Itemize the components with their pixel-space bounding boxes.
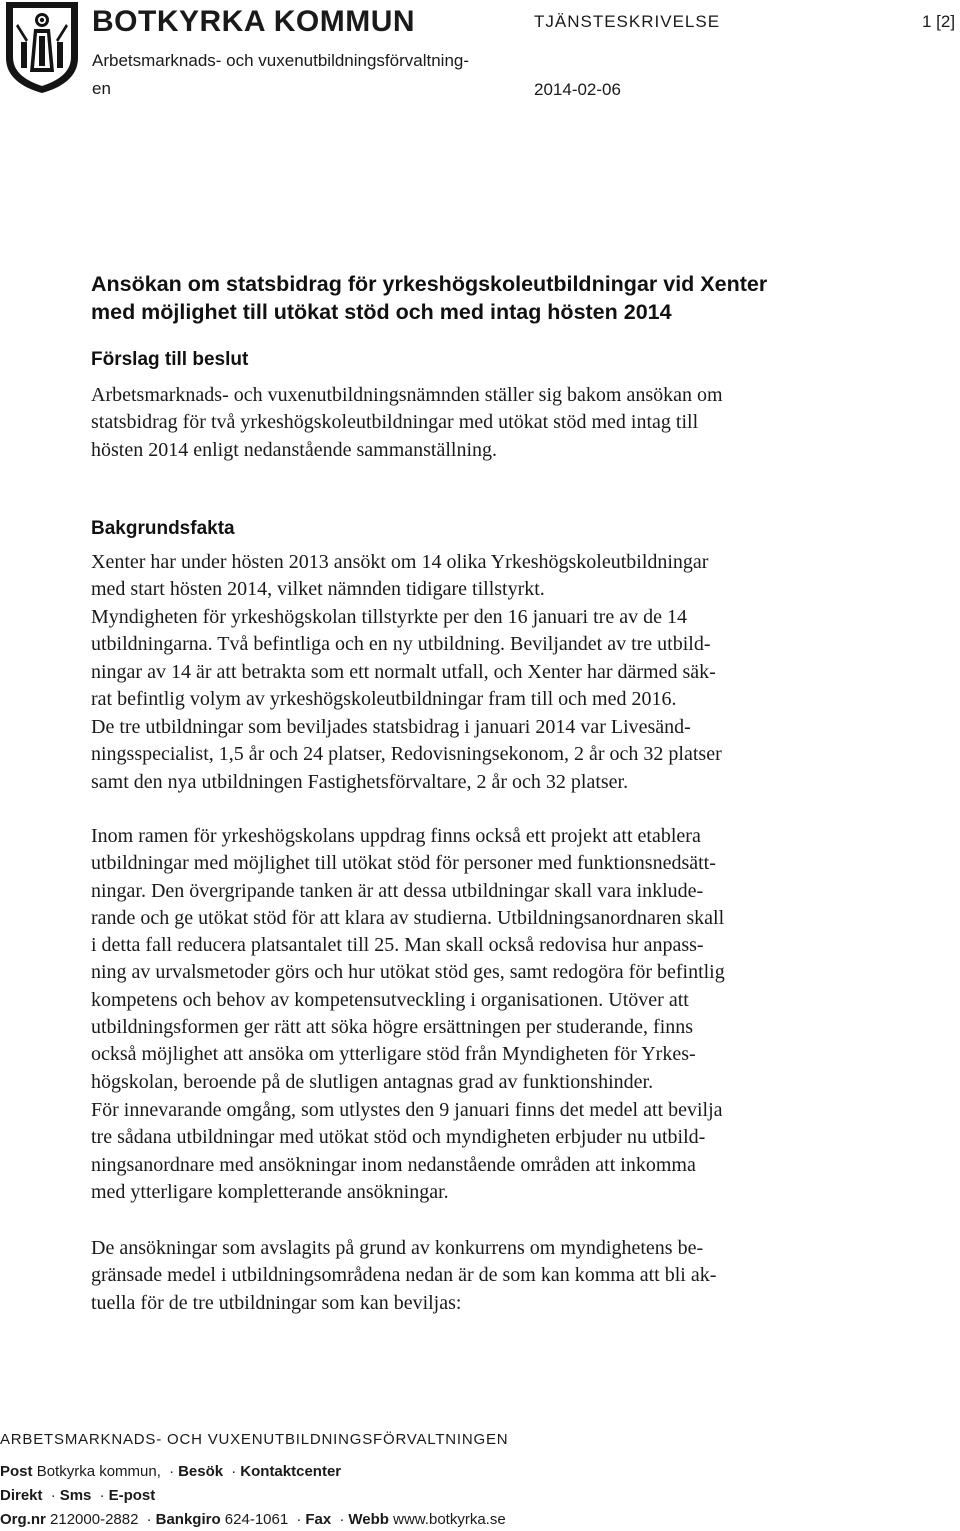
footer-value-post: Botkyrka kommun, — [36, 1463, 161, 1480]
text-line: högskolan, beroende på de slutligen antagnas grad av funktionshinder. — [91, 1070, 654, 1093]
organization-name: BOTKYRKA KOMMUN — [92, 5, 416, 38]
text-line: samt den nya utbildningen Fastighetsförvaltare, 2 år och 32 platser. — [91, 770, 629, 793]
footer-value-web: www.botkyrka.se — [393, 1511, 506, 1528]
footer-separator: · — [296, 1511, 302, 1528]
text-line: De tre utbildningar som beviljades statsbidrag i januari 2014 var Livesänd- — [91, 716, 691, 738]
footer-separator: · — [169, 1463, 175, 1480]
text-line: rande och ge utökat stöd för att klara av studierna. Utbildningsanordnaren skall — [91, 906, 725, 929]
text-line: också möjlighet att ansöka om ytterligare stöd från Myndigheten för Yrkes- — [91, 1043, 696, 1066]
text-line: statsbidrag för två yrkeshögskoleutbildningar med utökat stöd med intag till — [91, 411, 699, 434]
footer-label-web: Webb — [348, 1511, 389, 1528]
background-paragraph — [91, 714, 881, 796]
footer-separator: · — [339, 1511, 345, 1528]
text-line: hösten 2014 enligt nedanstående sammanställning. — [91, 438, 498, 461]
text-line: utbildningarna. Två befintliga och en ny utbildning. Beviljandet av tre utbild- — [91, 633, 711, 656]
text-line: gränsade medel i utbildningsområdena nedan är de som kan komma att bli ak- — [91, 1264, 717, 1287]
text-line: utbildningsformen ger rätt att söka högre ersättningen per studerande, finns — [91, 1016, 694, 1039]
text-line: ning av urvalsmetoder görs och hur utökat stöd ges, samt redogöra för befintlig — [91, 961, 725, 984]
background-paragraph — [91, 1235, 881, 1317]
footer-label-email: E-post — [108, 1487, 156, 1504]
footer-label-bankgiro: Bankgiro — [155, 1511, 221, 1528]
text-line: med ytterligare kompletterande ansökningar. — [91, 1180, 449, 1203]
text-line: tre sådana utbildningar med utökat stöd och myndigheten erbjuder nu utbild- — [91, 1126, 706, 1149]
footer-contact-row — [0, 1462, 341, 1482]
text-line: i detta fall reducera platsantalet till 25. Man skall också redovisa hur anpass- — [91, 934, 704, 957]
document-type: TJÄNSTESKRIVELSE — [534, 12, 721, 31]
document-title-line: med möjlighet till utökat stöd och med intag hösten 2014 — [91, 300, 672, 324]
text-line: utbildningar med möjlighet till utökat stöd för personer med funktionsnedsätt- — [91, 852, 716, 875]
text-line: ningar. Den övergripande tanken är att dessa utbildningar skall vara inklude- — [91, 879, 704, 902]
text-line: Arbetsmarknads- och vuxenutbildningsnämnden ställer sig bakom ansökan om — [91, 384, 723, 406]
text-line: Inom ramen för yrkeshögskolans uppdrag finns också ett projekt att etablera — [91, 825, 701, 847]
footer-label-visit: Besök — [178, 1463, 224, 1480]
text-line: ningar av 14 är att betrakta som ett normalt utfall, och Xenter har därmed säk- — [91, 660, 716, 683]
document-title-line: Ansökan om statsbidrag för yrkeshögskoleutbildningar vid Xenter — [91, 272, 768, 296]
footer-label-contact: Kontaktcenter — [240, 1463, 342, 1480]
document-title — [91, 270, 891, 326]
footer-label-direct: Direkt — [0, 1487, 43, 1504]
page-number: 1 [2] — [922, 12, 956, 31]
text-line: rat befintlig volym av yrkeshögskoleutbildningar fram till och med 2016. — [91, 687, 677, 710]
department-name-line: Arbetsmarknads- och vuxenutbildningsförvaltning- — [92, 51, 470, 70]
department-name — [92, 47, 512, 103]
footer-label-fax: Fax — [305, 1511, 332, 1528]
footer-label-orgnr: Org.nr — [0, 1511, 46, 1528]
text-line: De ansökningar som avslagits på grund av konkurrens om myndighetens be- — [91, 1237, 704, 1259]
proposal-paragraph — [91, 382, 881, 464]
background-heading: Bakgrundsfakta — [91, 518, 235, 539]
footer-separator: · — [99, 1487, 105, 1504]
footer-separator: · — [50, 1487, 56, 1504]
footer-department: ARBETSMARKNADS- OCH VUXENUTBILDNINGSFÖRVALTNINGEN — [0, 1431, 509, 1448]
text-line: ningsspecialist, 1,5 år och 24 platser, Redovisningsekonom, 2 år och 32 platser — [91, 743, 722, 766]
text-line: ningsanordnare med ansökningar inom nedanstående områden att inkomma — [91, 1153, 696, 1176]
footer-label-post: Post — [0, 1463, 33, 1480]
text-line: tuella för de tre utbildningar som kan beviljas: — [91, 1291, 462, 1314]
text-line: kompetens och behov av kompetensutveckling i organisationen. Utöver att — [91, 988, 689, 1011]
text-line: Myndigheten för yrkeshögskolan tillstyrkte per den 16 januari tre av de 14 — [91, 606, 687, 628]
footer-separator: · — [231, 1463, 237, 1480]
footer-contact-row — [0, 1510, 506, 1530]
document-date: 2014-02-06 — [534, 80, 621, 99]
footer-value-bankgiro: 624-1061 — [224, 1511, 289, 1528]
background-paragraph — [91, 1097, 881, 1206]
department-name-line: en — [92, 79, 111, 98]
footer-label-sms: Sms — [59, 1487, 92, 1504]
text-line: med start hösten 2014, vilket nämnden tidigare tillstyrkt. — [91, 578, 545, 601]
text-line: Xenter har under hösten 2013 ansökt om 14 olika Yrkeshögskoleutbildningar — [91, 551, 709, 573]
background-paragraph — [91, 823, 881, 1096]
text-line: För innevarande omgång, som utlystes den 9 januari finns det medel att bevilja — [91, 1099, 723, 1121]
municipal-coat-of-arms-logo — [4, 0, 80, 94]
background-paragraph — [91, 549, 881, 604]
proposal-heading: Förslag till beslut — [91, 349, 249, 370]
footer-contact-row — [0, 1486, 155, 1506]
footer-separator: · — [146, 1511, 152, 1528]
footer-value-orgnr: 212000-2882 — [50, 1511, 139, 1528]
background-paragraph — [91, 604, 881, 713]
